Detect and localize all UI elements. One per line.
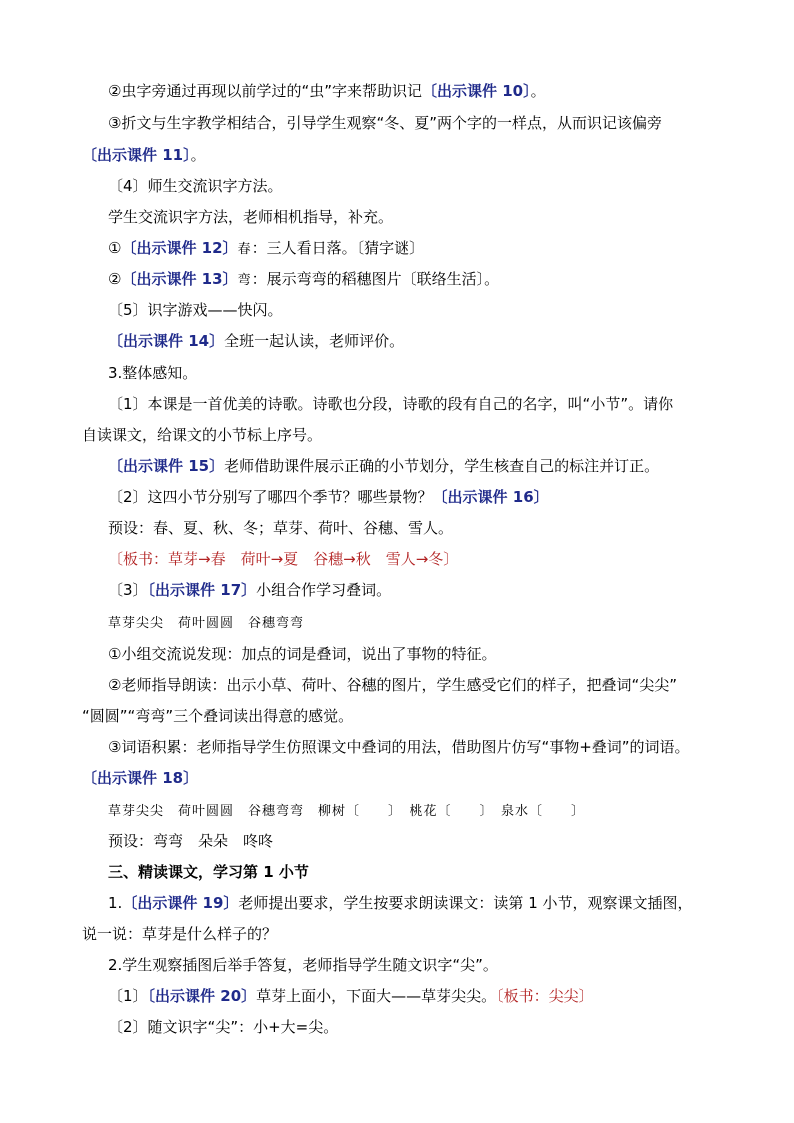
- text-segment: 草芽上面小，下面大——草芽尖尖。: [256, 987, 497, 1005]
- text-segment: ③折文与生字教学相结合，引导学生观察“冬、夏”两个字的一样点，从而识记该偏旁: [108, 114, 662, 132]
- courseware-ref: 〔出示课件 17〕: [147, 581, 257, 599]
- courseware-ref: 〔出示课件 12〕: [121, 239, 238, 257]
- text-segment: 说一说：草芽是什么样子的？: [82, 925, 278, 943]
- courseware-ref: 〔出示课件 13〕: [121, 270, 238, 288]
- text-segment: 〔3〕: [108, 581, 148, 599]
- text-segment: 预设：弯弯 朵朵 咚咚: [108, 832, 274, 850]
- text-segment: 。: [530, 82, 546, 100]
- para-line: [108, 331, 404, 351]
- text-segment: 草芽尖尖 荷叶圆圆 谷穗弯弯: [108, 616, 305, 631]
- para-line: [108, 394, 673, 414]
- text-segment: 学生交流识字方法，老师相机指导，补充。: [108, 208, 394, 226]
- text-segment: 草芽尖尖 荷叶圆圆 谷穗弯弯 柳树〔 〕 桃花〔 〕 泉水〔 〕: [108, 804, 586, 819]
- para-line: [108, 580, 391, 600]
- para-line: [108, 737, 690, 757]
- text-segment: 〔2〕随文识字“尖”：小+大=尖。: [108, 1018, 339, 1036]
- para-line: [108, 300, 283, 320]
- text-segment: 预设：春、夏、秋、冬；草芽、荷叶、谷穗、雪人。: [108, 519, 454, 537]
- para-line: [108, 1017, 338, 1037]
- word-row: [108, 612, 304, 634]
- text-segment: ③词语积累：老师指导学生仿照课文中叠词的用法，借助图片仿写“事物+叠词”的词语。: [108, 738, 690, 756]
- para-line: [108, 207, 393, 227]
- board-note: 〔板书：草芽→春 荷叶→夏 谷穗→秋 雪人→冬〕: [108, 550, 459, 568]
- para-line: [108, 549, 458, 569]
- para-line: [108, 269, 499, 291]
- para-line: [82, 425, 322, 445]
- para-line: [108, 675, 677, 695]
- word-row: [108, 800, 585, 822]
- para-line: [108, 487, 549, 507]
- text-segment: ①小组交流说发现：加点的词是叠词，说出了事物的特征。: [108, 645, 497, 663]
- courseware-ref: 〔出示课件 16〕: [432, 488, 549, 506]
- text-segment: ②虫字旁通过再现以前学过的“虫”字来帮助识记: [108, 82, 422, 100]
- para-line: [108, 81, 546, 101]
- text-segment: 〔1〕本课是一首优美的诗歌。诗歌也分段，诗歌的段有自己的名字，叫“小节”。请你: [108, 395, 674, 413]
- text-segment: 〔1〕: [108, 987, 148, 1005]
- text-segment: ：展示弯弯的稻穗图片〔联络生活〕。: [251, 270, 500, 288]
- para-line: [108, 176, 283, 196]
- text-segment: 〔5〕识字游戏——快闪。: [108, 301, 283, 319]
- para-line: [108, 518, 453, 538]
- para-line: [108, 893, 693, 913]
- para-line: [108, 113, 662, 133]
- para-line: [108, 986, 594, 1006]
- section-heading: [108, 862, 309, 882]
- text-segment: 自读课文，给课文的小节标上序号。: [82, 426, 323, 444]
- para-line: [82, 706, 353, 726]
- courseware-ref: 〔出示课件 20〕: [147, 987, 257, 1005]
- text-segment: ：三人看日落。〔猜字谜〕: [251, 239, 425, 257]
- text-segment: 1.: [108, 894, 123, 912]
- text-segment: 老师提出要求，学生按要求朗读课文：读第 1 小节，观察课文插图，: [238, 894, 693, 912]
- courseware-ref: 〔出示课件 11〕: [82, 146, 191, 164]
- para-line: [82, 924, 277, 944]
- text-segment: ②老师指导朗读：出示小草、荷叶、谷穗的图片，学生感受它们的样子，把叠词“尖尖”: [108, 676, 677, 694]
- text-segment: 〔4〕师生交流识字方法。: [108, 177, 283, 195]
- text-segment: 。: [190, 146, 206, 164]
- para-line: [108, 456, 659, 476]
- para-line: [108, 363, 197, 383]
- text-segment: 〔2〕这四小节分别写了哪四个季节？哪些景物？: [108, 488, 433, 506]
- courseware-ref: 〔出示课件 14〕: [108, 332, 225, 350]
- text-segment: 小组合作学习叠词。: [256, 581, 392, 599]
- para-line: [82, 768, 198, 788]
- text-segment: 弯: [237, 273, 252, 288]
- text-segment: ②: [108, 270, 122, 288]
- text-segment: 2.学生观察插图后举手答复，老师指导学生随文识字“尖”。: [108, 956, 498, 974]
- para-line: [108, 238, 424, 260]
- para-line: [108, 644, 496, 664]
- courseware-ref: 〔出示课件 10〕: [422, 82, 531, 100]
- text-segment: 3.整体感知。: [108, 364, 198, 382]
- para-line: [82, 145, 206, 165]
- para-line: [108, 831, 273, 851]
- text-segment: 春: [237, 242, 252, 257]
- board-note: 〔板书：尖尖〕: [496, 987, 594, 1005]
- text-segment: 全班一起认读，老师评价。: [224, 332, 405, 350]
- text-segment: 老师借助课件展示正确的小节划分，学生核查自己的标注并订正。: [224, 457, 660, 475]
- para-line: [108, 955, 498, 975]
- text-segment: “圆圆”“弯弯”三个叠词读出得意的感觉。: [82, 707, 354, 725]
- courseware-ref: 〔出示课件 15〕: [108, 457, 225, 475]
- text-segment: ①: [108, 239, 122, 257]
- text-segment: 三、精读课文，学习第 1 小节: [108, 863, 309, 881]
- courseware-ref: 〔出示课件 18〕: [82, 769, 199, 787]
- courseware-ref: 〔出示课件 19〕: [122, 894, 239, 912]
